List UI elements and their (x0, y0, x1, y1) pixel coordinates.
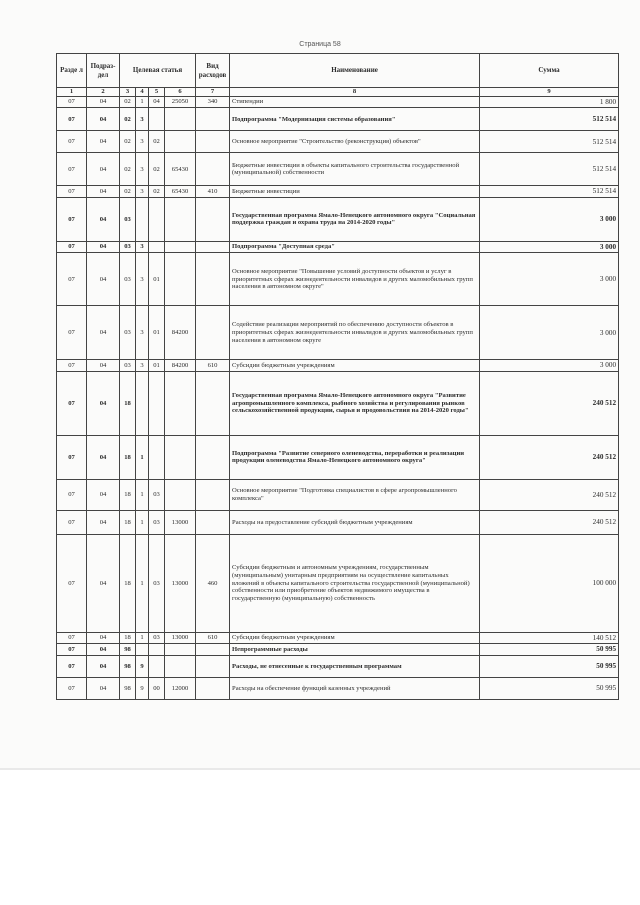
cell-subprogram: 9 (136, 677, 149, 699)
cell-sum: 512 514 (480, 108, 619, 131)
cell-podrazdel: 04 (87, 186, 120, 197)
cell-subprogram (136, 197, 149, 241)
cell-expense-type: 410 (196, 186, 230, 197)
cell-program: 02 (120, 186, 136, 197)
cell-program: 18 (120, 371, 136, 435)
table-row (57, 435, 619, 479)
cell-expense-type (196, 479, 230, 510)
cell-program: 98 (120, 644, 136, 655)
cell-subprogram: 3 (136, 153, 149, 186)
cell-name: Подпрограмма "Модернизация системы образования" (230, 108, 480, 131)
table-row (57, 534, 619, 632)
cell-program: 02 (120, 108, 136, 131)
header-podrazdel: Подраз- дел (87, 54, 120, 88)
table-row (57, 371, 619, 435)
scan-edge (0, 768, 640, 770)
header-expense-type: Вид расходов (196, 54, 230, 88)
cell-measure: 02 (149, 131, 165, 153)
cell-subprogram: 3 (136, 306, 149, 360)
cell-name: Расходы, не отнесенные к государственным программам (230, 655, 480, 677)
cell-name: Бюджетные инвестиции (230, 186, 480, 197)
cell-razdel: 07 (57, 360, 87, 371)
cell-measure (149, 108, 165, 131)
cell-measure (149, 435, 165, 479)
cell-expense-type (196, 677, 230, 699)
cell-podrazdel: 04 (87, 534, 120, 632)
cell-program: 98 (120, 677, 136, 699)
cell-razdel: 07 (57, 632, 87, 643)
cell-expense-type (196, 644, 230, 655)
cell-podrazdel: 04 (87, 655, 120, 677)
cell-program: 98 (120, 655, 136, 677)
table-row (57, 197, 619, 241)
cell-subprogram: 3 (136, 108, 149, 131)
cell-measure: 01 (149, 360, 165, 371)
cell-podrazdel: 04 (87, 510, 120, 534)
cell-podrazdel: 04 (87, 97, 120, 108)
cell-sum: 50 995 (480, 655, 619, 677)
column-number: 2 (87, 88, 120, 97)
cell-direction (165, 644, 196, 655)
cell-program: 18 (120, 510, 136, 534)
cell-sum: 240 512 (480, 510, 619, 534)
cell-sum: 3 000 (480, 241, 619, 252)
cell-razdel: 07 (57, 131, 87, 153)
cell-measure (149, 644, 165, 655)
header-sum: Сумма (480, 54, 619, 88)
cell-name: Субсидии бюджетным учреждениям (230, 632, 480, 643)
column-number: 3 (120, 88, 136, 97)
column-number: 4 (136, 88, 149, 97)
cell-razdel: 07 (57, 253, 87, 306)
cell-podrazdel: 04 (87, 677, 120, 699)
cell-direction: 25050 (165, 97, 196, 108)
cell-program: 03 (120, 306, 136, 360)
cell-name: Государственная программа Ямало-Ненецкого автономного округа "Социальная поддержка граждан и охрана труда на 2014-2020 годы" (230, 197, 480, 241)
cell-name: Подпрограмма "Развитие северного оленеводства, переработки и реализации продукции оленеводства Ямало-Ненецкого автономного округа" (230, 435, 480, 479)
cell-direction (165, 253, 196, 306)
cell-podrazdel: 04 (87, 360, 120, 371)
cell-razdel: 07 (57, 534, 87, 632)
cell-name: Субсидии бюджетным учреждениям (230, 360, 480, 371)
cell-direction: 12000 (165, 677, 196, 699)
cell-sum: 3 000 (480, 253, 619, 306)
cell-sum: 3 000 (480, 197, 619, 241)
table-row (57, 306, 619, 360)
cell-direction (165, 197, 196, 241)
table-row (57, 677, 619, 699)
cell-subprogram (136, 371, 149, 435)
cell-subprogram (136, 644, 149, 655)
cell-direction: 84200 (165, 306, 196, 360)
table-row (57, 131, 619, 153)
cell-subprogram: 3 (136, 186, 149, 197)
cell-direction: 13000 (165, 510, 196, 534)
cell-measure: 01 (149, 306, 165, 360)
cell-razdel: 07 (57, 479, 87, 510)
cell-direction (165, 479, 196, 510)
cell-measure (149, 655, 165, 677)
cell-sum: 100 000 (480, 534, 619, 632)
table-row (57, 253, 619, 306)
cell-measure: 02 (149, 153, 165, 186)
cell-podrazdel: 04 (87, 644, 120, 655)
budget-table (56, 53, 619, 700)
cell-subprogram: 3 (136, 131, 149, 153)
table-row (57, 241, 619, 252)
table-row (57, 510, 619, 534)
cell-name: Расходы на предоставление субсидий бюджетным учреждениям (230, 510, 480, 534)
cell-name: Основное мероприятие "Подготовка специалистов в сфере агропромышленного комплекса" (230, 479, 480, 510)
cell-subprogram: 1 (136, 510, 149, 534)
cell-direction (165, 108, 196, 131)
cell-sum: 50 995 (480, 677, 619, 699)
cell-subprogram: 1 (136, 97, 149, 108)
cell-measure (149, 197, 165, 241)
cell-program: 02 (120, 97, 136, 108)
cell-measure: 02 (149, 186, 165, 197)
cell-measure (149, 241, 165, 252)
column-numbers-row (57, 88, 619, 97)
cell-subprogram: 3 (136, 253, 149, 306)
cell-expense-type: 610 (196, 360, 230, 371)
cell-direction (165, 655, 196, 677)
cell-direction: 65430 (165, 153, 196, 186)
cell-measure: 04 (149, 97, 165, 108)
cell-subprogram: 3 (136, 360, 149, 371)
header-razdel: Разде л (57, 54, 87, 88)
column-number: 8 (230, 88, 480, 97)
cell-expense-type (196, 253, 230, 306)
cell-name: Стипендии (230, 97, 480, 108)
table-row (57, 479, 619, 510)
cell-measure: 01 (149, 253, 165, 306)
cell-sum: 3 000 (480, 360, 619, 371)
cell-name: Расходы на обеспечение функций казенных учреждений (230, 677, 480, 699)
cell-podrazdel: 04 (87, 241, 120, 252)
cell-name: Непрограммные расходы (230, 644, 480, 655)
cell-expense-type (196, 655, 230, 677)
cell-razdel: 07 (57, 435, 87, 479)
cell-measure: 03 (149, 510, 165, 534)
cell-expense-type (196, 131, 230, 153)
cell-program: 02 (120, 131, 136, 153)
table-row (57, 655, 619, 677)
cell-measure: 03 (149, 632, 165, 643)
cell-name: Основное мероприятие "Повышение условий доступности объектов и услуг в приоритетных сферах жизнедеятельности инвалидов и других маломобильных групп населения в автономном округе" (230, 253, 480, 306)
cell-direction: 65430 (165, 186, 196, 197)
cell-expense-type: 610 (196, 632, 230, 643)
cell-podrazdel: 04 (87, 306, 120, 360)
table-row (57, 97, 619, 108)
cell-subprogram: 1 (136, 534, 149, 632)
cell-expense-type (196, 153, 230, 186)
column-number: 6 (165, 88, 196, 97)
cell-direction (165, 435, 196, 479)
cell-program: 03 (120, 360, 136, 371)
cell-direction: 13000 (165, 534, 196, 632)
cell-name: Подпрограмма "Доступная среда" (230, 241, 480, 252)
cell-expense-type (196, 197, 230, 241)
cell-program: 02 (120, 153, 136, 186)
cell-program: 18 (120, 534, 136, 632)
cell-podrazdel: 04 (87, 632, 120, 643)
cell-sum: 512 514 (480, 153, 619, 186)
cell-name: Бюджетные инвестиции в объекты капитального строительства государственной (муниципальной) собственности (230, 153, 480, 186)
cell-measure: 00 (149, 677, 165, 699)
table-row (57, 360, 619, 371)
cell-sum: 240 512 (480, 435, 619, 479)
cell-expense-type (196, 306, 230, 360)
cell-program: 03 (120, 197, 136, 241)
cell-program: 03 (120, 241, 136, 252)
header-target-article: Целевая статья (120, 54, 196, 88)
cell-measure: 03 (149, 534, 165, 632)
table-row (57, 153, 619, 186)
cell-subprogram: 3 (136, 241, 149, 252)
cell-expense-type: 460 (196, 534, 230, 632)
cell-expense-type (196, 510, 230, 534)
cell-direction (165, 241, 196, 252)
cell-direction: 13000 (165, 632, 196, 643)
cell-podrazdel: 04 (87, 479, 120, 510)
cell-subprogram: 9 (136, 655, 149, 677)
cell-direction: 84200 (165, 360, 196, 371)
cell-razdel: 07 (57, 186, 87, 197)
cell-razdel: 07 (57, 306, 87, 360)
cell-podrazdel: 04 (87, 371, 120, 435)
cell-sum: 240 512 (480, 371, 619, 435)
header-name: Наименование (230, 54, 480, 88)
column-number: 1 (57, 88, 87, 97)
cell-sum: 512 514 (480, 131, 619, 153)
cell-measure: 03 (149, 479, 165, 510)
cell-razdel: 07 (57, 677, 87, 699)
cell-podrazdel: 04 (87, 153, 120, 186)
column-number: 7 (196, 88, 230, 97)
cell-direction (165, 371, 196, 435)
table-row (57, 108, 619, 131)
cell-measure (149, 371, 165, 435)
cell-razdel: 07 (57, 197, 87, 241)
cell-program: 03 (120, 253, 136, 306)
cell-razdel: 07 (57, 510, 87, 534)
column-number: 5 (149, 88, 165, 97)
cell-sum: 240 512 (480, 479, 619, 510)
cell-name: Содействие реализации мероприятий по обеспечению доступности объектов в приоритетных сферах жизнедеятельности инвалидов и других маломобильных групп населения в автономном округе (230, 306, 480, 360)
cell-expense-type (196, 241, 230, 252)
cell-subprogram: 1 (136, 479, 149, 510)
cell-subprogram: 1 (136, 435, 149, 479)
cell-razdel: 07 (57, 108, 87, 131)
column-number: 9 (480, 88, 619, 97)
cell-razdel: 07 (57, 644, 87, 655)
cell-expense-type (196, 435, 230, 479)
cell-program: 18 (120, 479, 136, 510)
cell-razdel: 07 (57, 97, 87, 108)
page-label: Страница 58 (299, 41, 341, 48)
table-row (57, 644, 619, 655)
cell-name: Субсидии бюджетным и автономным учреждениям, государственным (муниципальным) унитарным предприятиям на осуществление капитальных вложений в объекты капитального строительства государственной (муниципальной) собственности или приобретение объектов недвижимого имущества в государственную (муниципальную) собственность (230, 534, 480, 632)
cell-razdel: 07 (57, 241, 87, 252)
cell-podrazdel: 04 (87, 108, 120, 131)
table-row (57, 186, 619, 197)
cell-sum: 512 514 (480, 186, 619, 197)
cell-name: Государственная программа Ямало-Ненецкого автономного округа "Развитие агропромышленного комплекса, рыбного хозяйства и регулирования рынков сельскохозяйственной продукции, сырья и продовольствия на 2014-2020 годы" (230, 371, 480, 435)
cell-podrazdel: 04 (87, 253, 120, 306)
cell-podrazdel: 04 (87, 131, 120, 153)
cell-podrazdel: 04 (87, 197, 120, 241)
cell-razdel: 07 (57, 371, 87, 435)
cell-program: 18 (120, 435, 136, 479)
cell-podrazdel: 04 (87, 435, 120, 479)
cell-subprogram: 1 (136, 632, 149, 643)
cell-expense-type (196, 108, 230, 131)
cell-razdel: 07 (57, 655, 87, 677)
cell-direction (165, 131, 196, 153)
cell-sum: 1 800 (480, 97, 619, 108)
table-row (57, 632, 619, 643)
cell-sum: 3 000 (480, 306, 619, 360)
cell-program: 18 (120, 632, 136, 643)
cell-name: Основное мероприятие "Строительство (реконструкция) объектов" (230, 131, 480, 153)
cell-razdel: 07 (57, 153, 87, 186)
cell-expense-type (196, 371, 230, 435)
cell-expense-type: 340 (196, 97, 230, 108)
cell-sum: 140 512 (480, 632, 619, 643)
cell-sum: 50 995 (480, 644, 619, 655)
